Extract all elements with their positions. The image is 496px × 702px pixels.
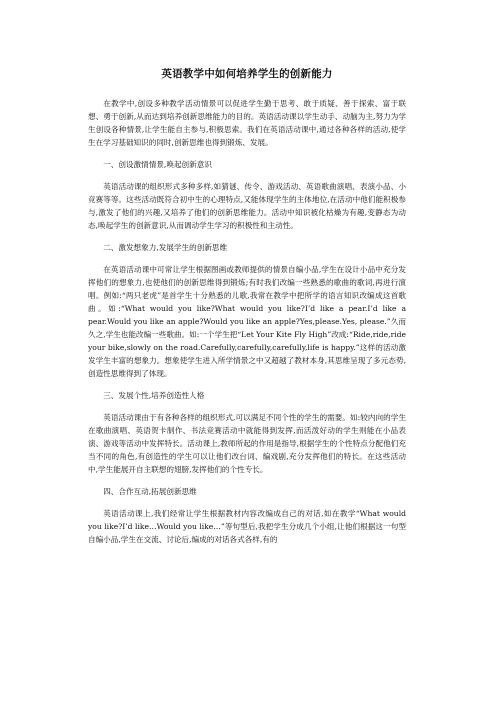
section-heading: 三、发展个性,培养创造性人格: [103, 391, 205, 400]
section-heading: 二、激发想象力,发展学生的创新思维: [103, 243, 228, 252]
body-paragraph: 英语活动课由于有各种各样的组织形式,可以满足不同个性的学生的需要。如:较内向的学生在歌曲演唱、英语贺卡制作、书法竞赛活动中就能得到发挥,而活泼好动的学生则能在小品表演、游戏等活动中发挥特长。活动课上,教师所起的作用是指导,根据学生的个性特点分配他们充当不同的角色,有创造性的学生可以让他们改台词、编戏剧,充分发挥他们的特长。在这些活动中,学生能展开自主联想的翅膀,发挥他们的个性专长。: [88, 413, 406, 474]
body-paragraph: 英语活动课上,我们经常让学生根据教材内容改编成自己的对话,如在教学“What would you like?I’d like…Would you like…”等句型后,我把学生分成几个小组,让他们根据这一句型自编小品,学生在交流、讨论后,编成的对话各式各样,有的: [88, 509, 406, 544]
body-paragraph: 英语活动课的组织形式多种多样,如猜谜、传令、游戏活动、英语歌曲演唱、表演小品、小竞赛等等。这些活动既符合初中生的心理特点,又能体现学生的主体地位,在活动中他们能积极参与,激发了他们的兴趣,又培养了他们的创新思维能力。活动中知识被化枯燥为有趣,变静态为动态,唤起学生的创新意识,从而调动学生学习的积极性和主动性。: [88, 182, 406, 230]
section-heading: 四、合作互动,拓展创新思维: [103, 487, 197, 496]
document-page: [88, 66, 406, 546]
document-body: [88, 97, 406, 546]
section-heading: 一、创设激情情景,唤起创新意识: [103, 160, 212, 169]
body-paragraph: 在教学中,创设多种教学活动情景可以促进学生勤于思考、敢于质疑、善于探索、富于联想、勇于创新,从而达到培养创新思维能力的目的。英语活动课以学生动手、动脑为主,努力为学生创设各种情景,让学生能自主参与,积极思索。我们在英语活动课中,通过各种各样的活动,使学生在学习基础知识的同时,创新思维也得到锻炼、发展。: [88, 99, 406, 147]
page-title: 英语教学中如何培养学生的创新能力: [161, 68, 333, 80]
body-paragraph: 在英语活动课中可常让学生根据图画或教师提供的情景自编小品,学生在设计小品中充分发挥他们的想象力,也使他们的创新思维得到锻炼;有时我们改编一些熟悉的歌曲的歌词,再进行演唱。例如:“两只老虎”是首学生十分熟悉的儿歌,我常在教学中把所学的语言知识改编成这首歌曲。如:“What would you like?What would you like?I’d like a pear.I’d like a pear.Would you like an apple?Would you like an apple?Yes,please.Yes, please.”久而久之,学生也能改编一些歌曲。如:一个学生把“Let Your Kite Fly High”改成:“Ride,ride,ride your bike,slowly on the road.Carefully,carefully,carefully,life is happy.”这样的活动激发学生丰富的想象力。想象使学生进入所学情景之中又超越了教材本身,其思维呈现了多元态势,创造性思维得到了体现。: [88, 265, 406, 378]
